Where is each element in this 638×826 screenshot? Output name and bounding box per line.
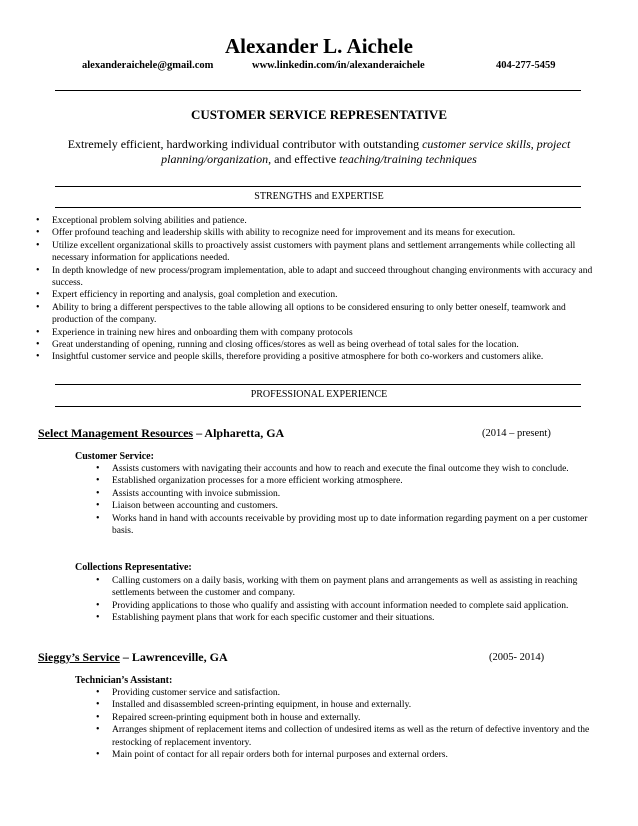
role-title-collections: Collections Representative:: [75, 562, 192, 573]
experience-rule-top: [55, 384, 581, 385]
summary-skill-project: project: [536, 137, 571, 151]
strength-item: • In depth knowledge of new process/program implementation, able to adapt and succeed throughout changing environments with accuracy and success.: [32, 265, 604, 290]
header-divider: [55, 90, 581, 91]
duty-item: • Works hand in hand with accounts receivable by providing most up to date information regarding payment on a per customer basis.: [92, 513, 598, 538]
objective-summary: [0, 137, 638, 167]
duty-item: • Calling customers on a daily basis, working with them on payment plans and arrangements as well as assisting in reaching settlements between the customer and company.: [92, 575, 598, 600]
role-duties-customer-service: [92, 463, 598, 537]
duty-item: • Arranges shipment of replacement items and collection of undesired items as well as the return of defective inventory and the restocking of replacement inventory.: [92, 724, 598, 749]
duty-item: • Installed and disassembled screen-printing equipment, in house and externally.: [92, 699, 598, 711]
role-duties-collections: [92, 575, 598, 625]
candidate-name: Alexander L. Aichele: [224, 34, 413, 58]
duty-item: • Establishing payment plans that work for each specific customer and their situations.: [92, 612, 598, 624]
summary-skill-planning: planning/organization: [161, 152, 269, 166]
job-dates: (2014 – present): [482, 428, 551, 439]
duty-item: • Established organization processes for a more efficient working atmosphere.: [92, 475, 598, 487]
summary-text-1c: ,: [530, 137, 537, 151]
strength-item: • Ability to bring a different perspectives to the table allowing all options to be considered ensuring to only better oneself, teamwork and production of the company.: [32, 302, 604, 327]
summary-text-2b: , and effective: [268, 152, 340, 166]
email-address: alexanderaichele@gmail.com: [82, 60, 214, 71]
company-name: Select Management Resources: [38, 426, 194, 440]
strength-item: • Offer profound teaching and leadership skills with ability to recognize need for improvement and its means for execution.: [32, 227, 604, 239]
job-heading-select-management: [38, 426, 284, 441]
strengths-rule-bottom: [55, 207, 581, 208]
experience-rule-bottom: [55, 406, 581, 407]
experience-heading: PROFESSIONAL EXPERIENCE: [250, 389, 388, 400]
job-dates: (2005- 2014): [489, 652, 545, 663]
summary-line-2: [58, 152, 580, 167]
strength-item: • Great understanding of opening, running and closing offices/stores as well as being overhead of total sales for the location.: [32, 339, 604, 351]
strength-item: • Experience in training new hires and onboarding them with company protocols: [32, 327, 604, 339]
strengths-heading: STRENGTHS and EXPERTISE: [254, 191, 384, 202]
duty-item: • Main point of contact for all repair orders both for internal purposes and external orders.: [92, 749, 598, 761]
company-location: – Lawrenceville, GA: [119, 650, 228, 664]
strength-item: • Exceptional problem solving abilities and patience.: [32, 215, 604, 227]
duty-item: • Repaired screen-printing equipment both in house and externally.: [92, 712, 598, 724]
role-title-technicians-assistant: Technician’s Assistant:: [75, 675, 173, 686]
job-heading-sieggys-service: [38, 650, 228, 665]
company-name: Sieggy’s Service: [38, 650, 120, 664]
summary-text-1a: Extremely efficient, hardworking individual contributor with outstanding: [67, 137, 423, 151]
duty-item: • Assists accounting with invoice submission.: [92, 488, 598, 500]
duty-item: • Assists customers with navigating their accounts and how to reach and execute the final outcome they wish to conclude.: [92, 463, 598, 475]
objective-title: CUSTOMER SERVICE REPRESENTATIVE: [191, 107, 447, 122]
duty-item: • Liaison between accounting and customers.: [92, 500, 598, 512]
company-location: – Alpharetta, GA: [193, 426, 285, 440]
summary-skill-customer-service: customer service skills: [422, 137, 531, 151]
strengths-list: [32, 215, 604, 364]
duty-item: • Providing customer service and satisfaction.: [92, 687, 598, 699]
strength-item: • Insightful customer service and people skills, therefore providing a positive atmosphere for both co-workers and customers alike.: [32, 351, 604, 363]
role-duties-technicians-assistant: [92, 687, 598, 761]
phone-number: 404-277-5459: [496, 60, 556, 71]
strength-item: • Expert efficiency in reporting and analysis, goal completion and execution.: [32, 289, 604, 301]
strength-item: • Utilize excellent organizational skills to proactively assist customers with payment plans and settlement arrangements while collecting all necessary information for applications needed.: [32, 240, 604, 265]
summary-skill-teaching: teaching/training techniques: [339, 152, 477, 166]
role-title-customer-service: Customer Service:: [75, 451, 154, 462]
linkedin-url: www.linkedin.com/in/alexanderaichele: [252, 60, 425, 71]
strengths-rule-top: [55, 186, 581, 187]
summary-line-1: [58, 137, 580, 152]
duty-item: • Providing applications to those who qualify and assisting with account information needed to complete said application.: [92, 600, 598, 612]
